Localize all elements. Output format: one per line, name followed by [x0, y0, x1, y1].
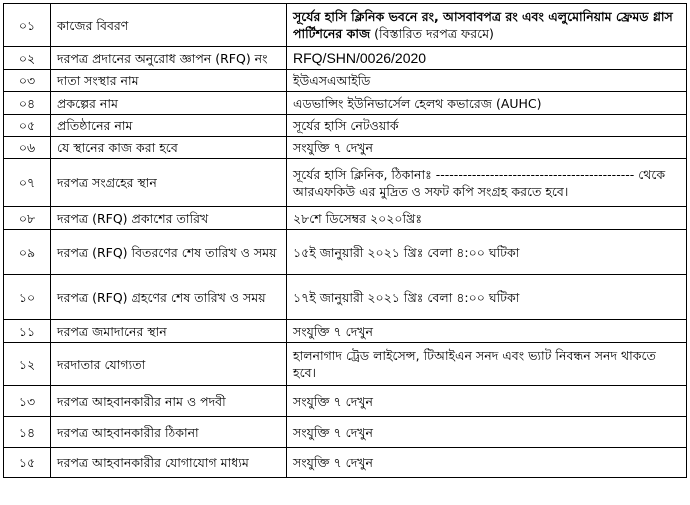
table-row — [4, 343, 687, 386]
row-label: দাতা সংস্থার নাম — [51, 70, 287, 92]
row-label: প্রতিষ্ঠানের নাম — [51, 115, 287, 137]
row-value: ২৮শে ডিসেম্বর ২০২০খ্রিঃ — [287, 207, 687, 230]
row-label: দরপত্র আহবানকারীর ঠিকানা — [51, 417, 287, 448]
row-label: দরপত্র (RFQ) প্রকাশের তারিখ — [51, 207, 287, 230]
row-value: ইউএসএআইডি — [287, 70, 687, 92]
table-row — [4, 159, 687, 207]
row-label: দরপত্র জমাদানের স্থান — [51, 320, 287, 343]
row-label: দরদাতার যোগ্যতা — [51, 343, 287, 386]
row-number: ০৭ — [4, 159, 51, 207]
row-value: হালনাগাদ ট্রেড লাইসেন্স, টিআইএন সনদ এবং ভ্যাট নিবন্ধন সনদ থাকতে হবে। — [287, 343, 687, 386]
row-number: ১১ — [4, 320, 51, 343]
table-row — [4, 70, 687, 92]
row-value: সংযুক্তি ৭ দেখুন — [287, 137, 687, 159]
table-row — [4, 275, 687, 320]
row-value: সংযুক্তি ৭ দেখুন — [287, 386, 687, 417]
table-row — [4, 320, 687, 343]
row-label: দরপত্র (RFQ) বিতরণের শেষ তারিখ ও সময় — [51, 230, 287, 275]
row-value: ১৫ই জানুয়ারী ২০২১ খ্রিঃ বেলা ৪:০০ ঘটিকা — [287, 230, 687, 275]
row-number: ১৩ — [4, 386, 51, 417]
row-number: ০১ — [4, 4, 51, 47]
row-value: সূর্যের হাসি ক্লিনিক, ঠিকানাঃ -------------------------------------------- থেকে আরএফকিউ এর মুদ্রিত ও সফট কপি সংগ্রহ করতে হবে। — [287, 159, 687, 207]
row-label: দরপত্র আহবানকারীর যোগাযোগ মাধ্যম — [51, 448, 287, 478]
table-row — [4, 137, 687, 159]
row-value: সংযুক্তি ৭ দেখুন — [287, 448, 687, 478]
table-row — [4, 417, 687, 448]
row-label: যে স্থানের কাজ করা হবে — [51, 137, 287, 159]
row-number: ০২ — [4, 47, 51, 70]
row-value-bold: সূর্যের হাসি ক্লিনিক ভবনে রং, আসবাবপত্র রং এবং এলুমোনিয়াম ফ্রেমড গ্লাস পার্টিশনের কাজ — [293, 9, 673, 41]
table-row — [4, 47, 687, 70]
row-value: সংযুক্তি ৭ দেখুন — [287, 320, 687, 343]
row-number: ১৫ — [4, 448, 51, 478]
row-number: ১২ — [4, 343, 51, 386]
row-value: সংযুক্তি ৭ দেখুন — [287, 417, 687, 448]
row-number: ০৬ — [4, 137, 51, 159]
row-number: ১০ — [4, 275, 51, 320]
row-number: ০৫ — [4, 115, 51, 137]
row-label: দরপত্র (RFQ) গ্রহণের শেষ তারিখ ও সময় — [51, 275, 287, 320]
table-row — [4, 92, 687, 115]
row-label: দরপত্র আহবানকারীর নাম ও পদবী — [51, 386, 287, 417]
table-row — [4, 386, 687, 417]
row-label: দরপত্র প্রদানের অনুরোধ জ্ঞাপন (RFQ) নং — [51, 47, 287, 70]
table-row — [4, 448, 687, 478]
row-value: সূর্যের হাসি নেটওয়ার্ক — [287, 115, 687, 137]
table-row — [4, 207, 687, 230]
row-number: ০৮ — [4, 207, 51, 230]
row-number: ০৩ — [4, 70, 51, 92]
row-value — [287, 4, 687, 47]
table-row — [4, 230, 687, 275]
row-label: প্রকল্পের নাম — [51, 92, 287, 115]
row-value: RFQ/SHN/0026/2020 — [287, 47, 687, 70]
table-row — [4, 115, 687, 137]
rfq-info-table — [3, 3, 687, 478]
table-row — [4, 4, 687, 47]
row-label: কাজের বিবরণ — [51, 4, 287, 47]
row-value-note: (বিস্তারিত দরপত্র ফরমে) — [370, 26, 494, 41]
row-value: এডভান্সিং ইউনিভার্সেল হেলথ কভারেজ (AUHC) — [287, 92, 687, 115]
row-number: ০৯ — [4, 230, 51, 275]
row-value: ১৭ই জানুয়ারী ২০২১ খ্রিঃ বেলা ৪:০০ ঘটিকা — [287, 275, 687, 320]
row-number: ০৪ — [4, 92, 51, 115]
row-number: ১৪ — [4, 417, 51, 448]
row-label: দরপত্র সংগ্রহের স্থান — [51, 159, 287, 207]
